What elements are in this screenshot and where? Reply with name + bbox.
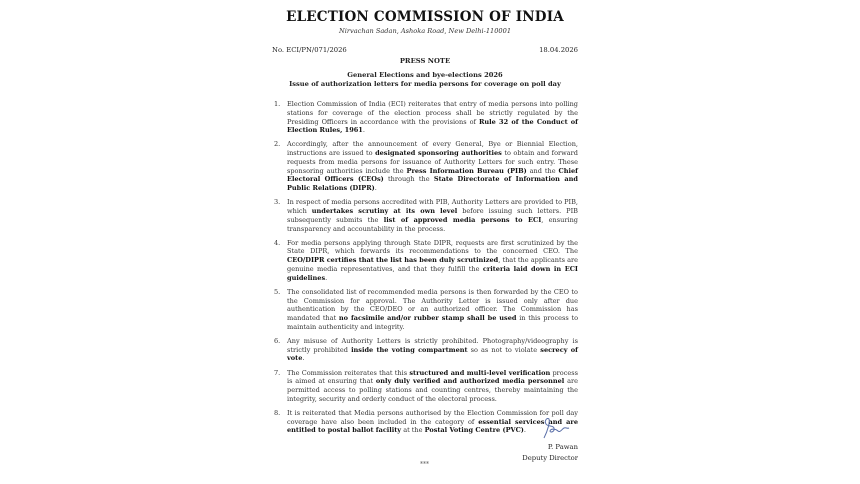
paragraph-number: 7. <box>274 368 281 377</box>
bold-text: essential services and are entitled to postal ballot facility <box>287 417 579 435</box>
paragraph-item <box>272 337 578 363</box>
bold-text: only duly verified and authorized media personnel <box>375 377 565 386</box>
paragraph-number: 1. <box>274 100 281 108</box>
organization-address: Nirvachan Sadan, Ashoka Road, New Delhi-110001 <box>338 27 512 35</box>
paragraph-text: , ensuring transparency and accountability in the process. <box>287 215 578 233</box>
signature-image <box>538 416 572 442</box>
paragraph-item <box>272 198 578 233</box>
paragraph-text: The Commission reiterates that this <box>287 368 410 377</box>
paragraph-number: 5. <box>274 287 281 296</box>
paragraph-text: so as not to violate <box>467 345 541 354</box>
paragraph-text: , that the applicants are genuine media representatives, and that they fulfill the <box>287 256 578 273</box>
paragraph-text: process is aimed at ensuring that <box>287 368 579 386</box>
paragraph-number: 6. <box>274 336 281 345</box>
bold-text: list of approved media persons to ECI <box>383 215 542 224</box>
paragraph-number: 2. <box>274 140 281 149</box>
paragraph-number: 4. <box>274 238 281 247</box>
bold-text: undertakes scrutiny at its own level <box>311 207 458 216</box>
paragraph-item <box>272 409 578 435</box>
paragraph-text: Election Commission of India (ECI) reiterates that entry of media persons into polling stations for coverage of the election process shall be strictly regulated by the Presiding Officers in accordance with the provisions of <box>287 100 578 126</box>
paragraph-text: . <box>302 354 305 363</box>
document-date: 18.04.2026 <box>539 46 578 54</box>
paragraph-list <box>272 100 578 441</box>
paragraph-item <box>272 369 578 404</box>
paragraph-text: are permitted access to polling stations and counting centres, thereby maintaining the integrity, security and orderly conduct of the electoral process. <box>287 377 578 403</box>
paragraph-text: . <box>523 426 526 435</box>
bold-text: inside the voting compartment <box>351 345 468 354</box>
reference-number: No. ECI/PN/071/2026 <box>272 46 347 54</box>
paragraph-item <box>272 140 578 193</box>
bold-text: criteria laid down in ECI guidelines <box>287 264 578 282</box>
subject-line-1: General Elections and bye-elections 2026 <box>347 71 503 79</box>
document-type: PRESS NOTE <box>399 57 451 65</box>
paragraph-item <box>272 239 578 283</box>
paragraph-text: It is reiterated that Media persons authorised by the Election Commission for poll day coverage have also been included in the category of <box>287 408 578 426</box>
bold-text: CEO/DIPR certifies that the list has been duly scrutinized <box>287 256 499 265</box>
paragraph-text: Accordingly, after the announcement of every General, Bye or Biennial Election, instructions are issued to <box>287 140 578 158</box>
bold-text: State Directorate of Information and Public Relations (DIPR) <box>287 175 578 193</box>
paragraph-text: The consolidated list of recommended media persons is then forwarded by the CEO to the Commission for approval. The Authority Letter is issued only after due authentication by the CEO/DEO or an authorized officer. The Commission has mandated that <box>287 287 578 323</box>
paragraph-item <box>272 100 578 135</box>
organization-title: ELECTION COMMISSION OF INDIA <box>286 9 564 25</box>
bold-text: secrecy of vote <box>287 345 578 363</box>
subject-heading <box>272 71 578 89</box>
paragraph-number: 3. <box>274 198 281 207</box>
paragraph-text: In respect of media persons accredited with PIB, Authority Letters are provided to PIB, which <box>287 198 578 216</box>
bold-text: Rule 32 of the Conduct of Election Rules, 1961 <box>287 117 578 135</box>
paragraph-text: . <box>374 184 377 193</box>
end-mark: *** <box>420 461 429 468</box>
paragraph-text: in this process to maintain authenticity and integrity. <box>287 314 579 331</box>
paragraph-number: 8. <box>274 408 281 417</box>
signatory-name: P. Pawan <box>547 443 578 451</box>
paragraph-text: Any misuse of Authority Letters is strictly prohibited. Photography/videography is strictly prohibited <box>287 336 578 354</box>
bold-text: Postal Voting Centre (PVC) <box>424 426 524 435</box>
paragraph-text: through the <box>383 175 434 184</box>
paragraph-text: before issuing such letters. PIB subsequently submits the <box>287 207 578 224</box>
bold-text: designated sponsoring authorities <box>375 149 502 158</box>
paragraph-item <box>272 288 578 332</box>
paragraph-text: and the <box>526 166 559 175</box>
bold-text: Chief Electoral Officers (CEOs) <box>287 166 578 184</box>
signatory-designation: Deputy Director <box>522 454 578 462</box>
paragraph-text: at the <box>401 426 425 435</box>
bold-text: Press Information Bureau (PIB) <box>406 166 527 175</box>
bold-text: no facsimile and/or rubber stamp shall be used <box>338 314 517 323</box>
subject-line-2: Issue of authorization letters for media persons for coverage on poll day <box>289 80 561 88</box>
paragraph-text: . <box>325 273 328 282</box>
paragraph-text: . <box>362 126 365 135</box>
paragraph-text: For media persons applying through State DIPR, requests are first scrutinized by the State DIPR, which forwards its recommendations to the concerned CEO. The <box>287 238 578 256</box>
bold-text: structured and multi-level verification <box>409 368 551 377</box>
paragraph-text: to obtain and forward requests from media persons for issuance of Authority Letters for such entry. These sponsoring authorities include the <box>287 149 578 175</box>
